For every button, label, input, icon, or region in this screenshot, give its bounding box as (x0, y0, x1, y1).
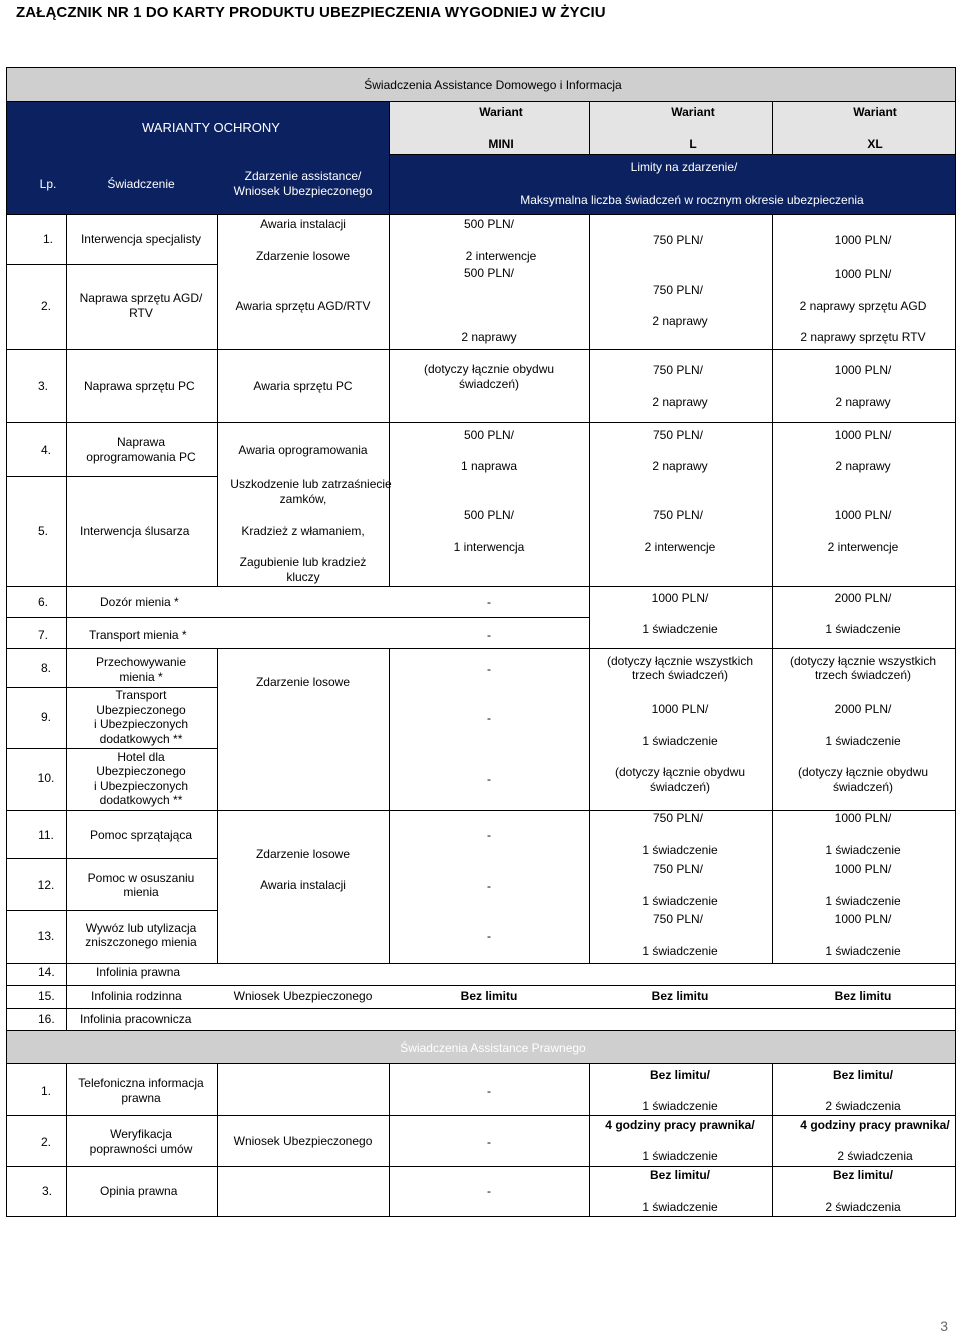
variant-mini: MINI (488, 137, 514, 151)
page-number: 3 (940, 1318, 948, 1334)
limit-mini: - (487, 828, 491, 842)
row-name: Ubezpieczonego (96, 703, 186, 717)
limit-xl: 1000 PLN/ (834, 267, 892, 281)
limit-l: (dotyczy łącznie wszystkich (606, 654, 754, 668)
row-name: mienia * (119, 670, 163, 684)
limit-mini: (dotyczy łącznie obydwu (423, 362, 555, 376)
row-number: 7. (38, 628, 49, 642)
row-name: Pomoc w osuszaniu (87, 871, 195, 885)
limit-xl: 2 świadczenia (837, 1149, 913, 1163)
limit-l: 2 naprawy (652, 459, 708, 473)
limit-xl: 1 świadczenie (825, 894, 901, 908)
row-number: 2. (40, 299, 52, 313)
row-name: Telefoniczna informacja (78, 1076, 204, 1090)
variant-l: L (689, 137, 697, 151)
row-name: Ubezpieczonego (96, 764, 186, 778)
row-name: Opinia prawna (100, 1184, 178, 1198)
limit-xl: Bez limitu/ (832, 1068, 894, 1082)
limit-l: 750 PLN/ (652, 862, 704, 876)
row-name: Hotel dla (117, 750, 165, 764)
limit-xl: 1000 PLN/ (834, 233, 892, 247)
row-name: Infolinia prawna (96, 965, 181, 979)
row-event: Awaria instalacji (260, 878, 346, 892)
zdarzenie-header-2: Wniosek Ubezpieczonego (233, 184, 373, 198)
limit-l: 750 PLN/ (652, 428, 704, 442)
row-event: kluczy (286, 570, 320, 584)
limit-mini: Bez limitu (460, 989, 518, 1003)
limit-xl: Bez limitu/ (832, 1168, 894, 1182)
limit-l: 750 PLN/ (652, 363, 704, 377)
row-event: Kradzież z włamaniem, (241, 524, 365, 538)
row-name: Przechowywanie (95, 655, 187, 669)
row-name: mienia (123, 885, 159, 899)
row-number: 9. (40, 710, 52, 724)
limit-xl: 2 naprawy (835, 395, 891, 409)
limit-l: 2 naprawy (652, 395, 708, 409)
limit-mini: 1 interwencja (453, 540, 525, 554)
lp-header: Lp. (39, 177, 57, 191)
row-event: Wniosek Ubezpieczonego (233, 1134, 373, 1148)
row-name: dodatkowych ** (99, 793, 183, 807)
row-name: Naprawa sprzętu AGD/ (79, 291, 203, 305)
row-number: 15. (38, 989, 55, 1003)
row-event: Awaria sprzętu AGD/RTV (235, 299, 371, 313)
limit-mini: - (487, 711, 491, 725)
limit-l: 1 świadczenie (642, 843, 718, 857)
section-title: Świadczenia Assistance Domowego i Informacja (364, 78, 622, 92)
limit-mini: - (487, 628, 491, 642)
limit-xl: 2 świadczenia (825, 1099, 901, 1113)
limit-l: świadczeń) (649, 780, 711, 794)
row-number: 6. (38, 595, 49, 609)
row-name: Infolinia rodzinna (91, 989, 182, 1003)
limit-l: 2 interwencje (644, 540, 716, 554)
limit-mini: - (487, 879, 491, 893)
limit-mini: 2 interwencje (465, 249, 537, 263)
limit-mini: - (487, 1084, 491, 1098)
limit-mini: 500 PLN/ (463, 428, 515, 442)
limit-xl: 1000 PLN/ (834, 363, 892, 377)
limit-l: 1 świadczenie (642, 1200, 718, 1214)
limit-xl: 1 świadczenie (825, 843, 901, 857)
row-number: 2. (40, 1135, 52, 1149)
row-event: Zdarzenie losowe (255, 847, 351, 861)
row-name: Infolinia pracownicza (80, 1012, 192, 1026)
row-name: Interwencja ślusarza (80, 524, 190, 538)
row-number: 13. (37, 929, 55, 943)
limit-xl: (dotyczy łącznie wszystkich (789, 654, 937, 668)
row-number: 1. (40, 1084, 52, 1098)
limit-l: 1000 PLN/ (651, 591, 709, 605)
row-number: 3. (42, 1184, 53, 1198)
row-event: Awaria instalacji (260, 217, 346, 231)
limit-l: 750 PLN/ (652, 283, 704, 297)
limit-l: 1 świadczenie (642, 734, 718, 748)
limit-xl: 4 godziny pracy prawnika/ (800, 1118, 950, 1132)
limit-xl: 2000 PLN/ (834, 591, 892, 605)
row-name: i Ubezpieczonych (93, 717, 189, 731)
limit-l: 2 naprawy (652, 314, 708, 328)
limit-mini: 2 naprawy (461, 330, 517, 344)
limit-xl: 1 świadczenie (825, 734, 901, 748)
row-number: 10. (37, 771, 55, 785)
limit-xl: (dotyczy łącznie obydwu (797, 765, 929, 779)
row-number: 11. (38, 828, 54, 842)
row-event: Awaria sprzętu PC (253, 379, 353, 393)
limit-l: 750 PLN/ (652, 508, 704, 522)
row-number: 1. (42, 232, 54, 246)
limit-mini: świadczeń) (458, 377, 520, 391)
limit-l: 1 świadczenie (642, 1149, 718, 1163)
row-name: RTV (129, 306, 153, 320)
limit-mini: 500 PLN/ (463, 508, 515, 522)
swiadczenie-header: Świadczenie (107, 177, 175, 191)
limit-mini: - (487, 772, 491, 786)
limit-mini: - (487, 595, 491, 609)
row-number: 12. (37, 878, 55, 892)
limit-mini: 500 PLN/ (463, 217, 515, 231)
limit-l: 1 świadczenie (642, 1099, 718, 1113)
limits-header-2: Maksymalna liczba świadczeń w rocznym okresie ubezpieczenia (520, 193, 864, 207)
row-name: Transport mienia * (89, 628, 187, 642)
row-name: dodatkowych ** (99, 732, 183, 746)
limit-xl: 2 naprawy sprzętu RTV (800, 330, 926, 344)
limit-xl: 1000 PLN/ (834, 508, 892, 522)
limit-l: 1 świadczenie (642, 944, 718, 958)
limit-xl: 1000 PLN/ (834, 428, 892, 442)
limit-mini: - (487, 662, 491, 676)
limit-l: 750 PLN/ (652, 233, 704, 247)
limit-xl: 1000 PLN/ (834, 862, 892, 876)
row-name: Pomoc sprzątająca (89, 828, 193, 842)
row-event: Zdarzenie losowe (255, 675, 351, 689)
row-number: 14. (38, 965, 55, 979)
limit-xl: 1000 PLN/ (834, 912, 892, 926)
row-number: 16. (38, 1012, 55, 1026)
limit-l: Bez limitu/ (649, 1168, 711, 1182)
variant-xl: XL (867, 137, 883, 151)
limit-l: 750 PLN/ (652, 811, 704, 825)
limit-xl: 2 naprawy sprzętu AGD (799, 299, 927, 313)
limit-xl: 1 świadczenie (825, 622, 901, 636)
limit-l: Bez limitu (651, 989, 709, 1003)
row-number: 5. (38, 524, 49, 538)
limit-xl: 1000 PLN/ (834, 811, 892, 825)
row-event: Uszkodzenie lub zatrzaśniecie (230, 477, 392, 491)
row-name: Transport (115, 688, 167, 702)
limit-xl: 2 świadczenia (825, 1200, 901, 1214)
limit-mini: 1 naprawa (460, 459, 518, 473)
document-title: ZAŁĄCZNIK NR 1 DO KARTY PRODUKTU UBEZPIECZENIA WYGODNIEJ W ŻYCIU (16, 4, 606, 21)
limit-xl: trzech świadczeń) (814, 668, 912, 682)
row-number: 8. (40, 661, 52, 675)
row-name: Naprawa sprzętu PC (84, 379, 195, 393)
limit-l: Bez limitu/ (649, 1068, 711, 1082)
limit-l: 1 świadczenie (642, 622, 718, 636)
limit-xl: 2 naprawy (835, 459, 891, 473)
limit-xl: 2000 PLN/ (834, 702, 892, 716)
limit-mini: 500 PLN/ (463, 266, 515, 280)
row-name: Interwencja specjalisty (80, 232, 202, 246)
row-name: oprogramowania PC (86, 450, 196, 464)
row-event: zamków, (279, 492, 327, 506)
zdarzenie-header-1: Zdarzenie assistance/ (244, 169, 362, 183)
limit-xl: Bez limitu (834, 989, 892, 1003)
row-name: poprawności umów (89, 1142, 193, 1156)
wariant-label-mini: Wariant (479, 105, 523, 119)
row-name: prawna (121, 1091, 161, 1105)
row-event: Awaria oprogramowania (238, 443, 368, 457)
limit-xl: 2 interwencje (827, 540, 899, 554)
wariant-label-xl: Wariant (853, 105, 897, 119)
row-event: Zdarzenie losowe (255, 249, 351, 263)
row-name: zniszczonego mienia (85, 935, 197, 949)
limit-mini: - (487, 1184, 491, 1198)
row-name: Naprawa (116, 435, 166, 449)
limit-mini: - (487, 929, 491, 943)
legal-section-title: Świadczenia Assistance Prawnego (400, 1041, 586, 1055)
row-name: Weryfikacja (110, 1127, 172, 1141)
limit-xl: świadczeń) (832, 780, 894, 794)
limit-l: trzech świadczeń) (631, 668, 729, 682)
limit-xl: 1 świadczenie (825, 944, 901, 958)
row-event: Zagubienie lub kradzież (239, 555, 367, 569)
limit-l: 750 PLN/ (652, 912, 704, 926)
row-event: Wniosek Ubezpieczonego (233, 989, 373, 1003)
row-number: 4. (40, 443, 52, 457)
wariant-label-l: Wariant (671, 105, 715, 119)
limit-l: 1 świadczenie (642, 894, 718, 908)
row-name: i Ubezpieczonych (93, 779, 189, 793)
row-name: Dozór mienia * (100, 595, 179, 609)
limit-l: (dotyczy łącznie obydwu (614, 765, 746, 779)
limits-header-1: Limity na zdarzenie/ (630, 160, 738, 174)
limit-l: 1000 PLN/ (651, 702, 709, 716)
limit-l: 4 godziny pracy prawnika/ (605, 1118, 755, 1132)
warianty-ochrony-label: WARIANTY OCHRONY (142, 120, 280, 135)
row-number: 3. (38, 379, 49, 393)
limit-mini: - (487, 1135, 491, 1149)
row-name: Wywóz lub utylizacja (85, 921, 197, 935)
